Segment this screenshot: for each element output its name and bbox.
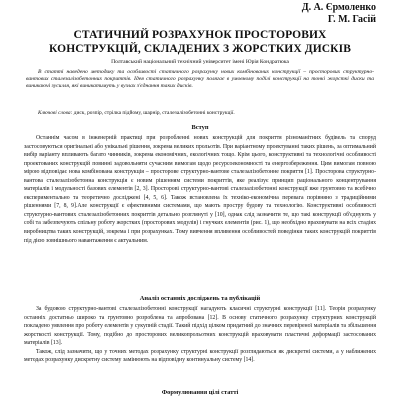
author-name: Г. М. Гасій bbox=[327, 14, 376, 25]
abstract-text: В статті наведено методику та особливості статичного розрахунку нових комбінованих конструкції – просторових структурно-вантових сталезалізобетонних покриттів. Ідея статичного розрахунку полягає в умовному поділі конструкції на тонкі жорсткі диски та виникаючі зусилля, які виникатимуть у вузлах з'єднання таких дисків. bbox=[26, 69, 374, 90]
paragraph: Також, слід зазначити, що у точних методах розрахунку структурні конструкції розглядаються як дискретні системи, а у наближених методах розрахунку дискретну систему замінюють на відповідну континуальну систему [14]. bbox=[24, 348, 376, 364]
section-body-intro bbox=[24, 134, 376, 292]
section-body-analysis bbox=[24, 305, 376, 383]
abstract bbox=[26, 69, 374, 90]
affiliation: Полтавський національний технічний університет імені Юрія Кондратюка bbox=[111, 59, 289, 65]
keywords bbox=[26, 110, 374, 117]
paragraph: Останнім часом в інженерній практиці при розробленні нових конструкцій для покриття різноманітних будівель та споруд застосовуються оригінальні або унікальні рішення, зокрема великих прольотів. При варіантному проектуванні таких рішень, за оптимальний вибір варіанту впливають багато чинників, зокрема економічних, екологічних тощо. Крім цього, конструктивні та технологічні особливості проектованих конструкцій повинні задовольняти сучасним вимогам щодо ресурсоекономності та енергозбереження. Цим вимогам повною мірою відповідає нова комбінована конструкція – просторове структурно-вантове сталезалізобетонне покриття [1]. Просторова структурно-вантова сталезалізобетонна конструкція є новим рішенням системи покриттів, яке реалізує принцип раціонального концентрування матеріалів і модульності базових елементів [2, 3]. Просторові структурно-вантові сталезалізобетонні конструкції вже грунтовно та всебічно експериментально та теоретично досліджені [4, 5, 6]. Також встановлена їх техніко-економічна перевага порівняно з традиційними рішеннями [7, 8, 9].Але конструкції є ефективними системами, що мають простру будову та технологію. Конструктивні особливості структурно-вантових сталезалізобетонних покриттів детально розглянуті у [10], однак слід зазначити те, що такі конструкції об'єднують у собі та забезпечують спільну роботу жорстких (просторових модулів) і гнучких елементів (рис. 1), що необхідно враховувати на всіх стадіях виробництва таких конструкцій, зокрема і при розрахунках. Тому вивчення впливення особливостей поведінки таких конструкцій покриттів під дією зовнішнього навантаження є актуальним. bbox=[24, 135, 376, 244]
keywords-text: диск, розпір, стрілка підйому, шарнір, сталезалізобетонні конструкції. bbox=[72, 110, 235, 116]
section-heading-intro: Вступ bbox=[191, 124, 209, 131]
title-line: КОНСТРУКЦІЙ, СКЛАДЕНИХ З ЖОРСТКИХ ДИСКІВ bbox=[49, 43, 351, 55]
section-heading-goal: Формулювання цілі статті bbox=[161, 389, 239, 396]
paragraph: За будовою структурно-вантові сталезалізобетонні конструкції нагадують класичні структурні конструкції [11]. Теорія розрахунку останніх достатньо широко та грунтовно розроблена та апробована [12]. В основу статичного розрахунку структурних конструкцій покладено уявлення про роботу елементів у сукупній стадії. Такий підхід цілком придатний до значних перевіреної матеріалів та збільшення жорсткості конструкції. Тому, подібно до просторових великопрольотних конструкцій враховувати пластичні деформації застосованих матеріалів [13]. bbox=[24, 306, 376, 347]
author-list bbox=[302, 2, 376, 26]
keywords-label: Ключові слова: bbox=[38, 110, 73, 116]
title-line: СТАТИЧНИЙ РОЗРАХУНОК ПРОСТОРОВИХ bbox=[73, 29, 327, 41]
paper-title bbox=[24, 28, 376, 56]
author-name: Д. А. Єрмоленко bbox=[301, 2, 376, 13]
section-heading-analysis: Аналіз останніх досліджень та публікацій bbox=[139, 295, 261, 302]
